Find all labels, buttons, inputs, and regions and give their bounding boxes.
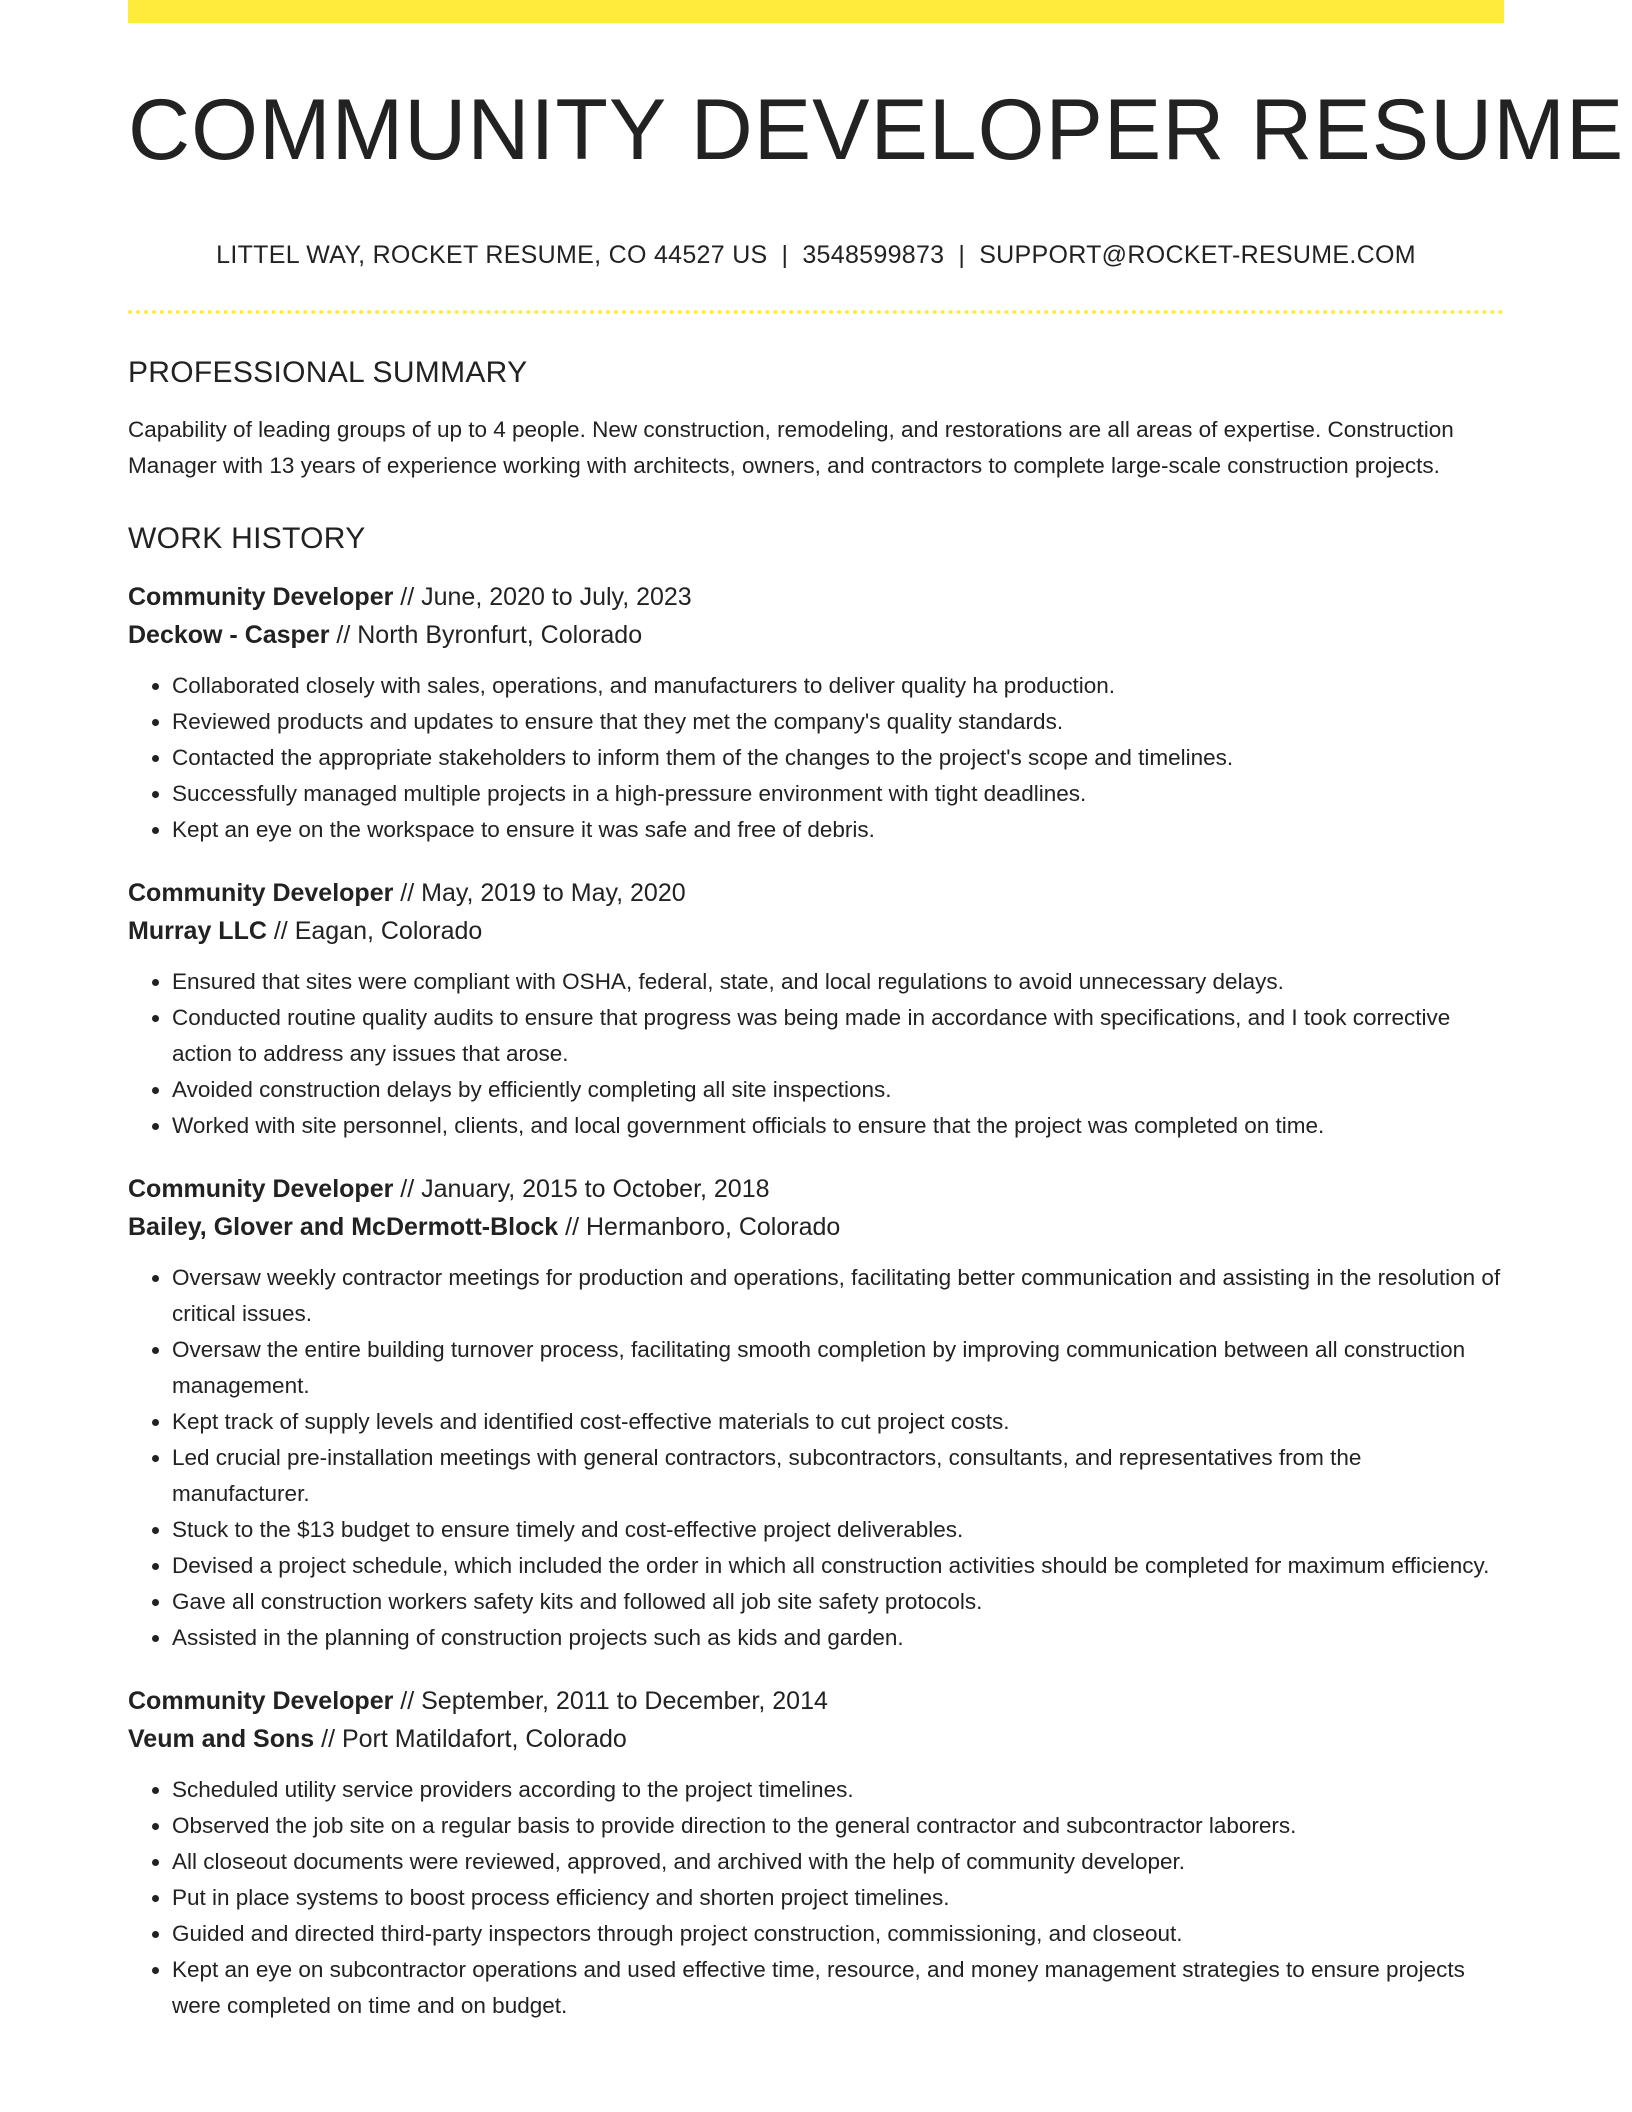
job-bullet: • Devised a project schedule, which included the order in which all construction activities should be completed for maximum efficiency. xyxy=(172,1548,1504,1584)
job-title: Community Developer xyxy=(128,583,394,611)
job-bullet: • Guided and directed third-party inspectors through project construction, commissioning, and closeout. xyxy=(172,1916,1504,1952)
job-bullet: • Stuck to the $13 budget to ensure timely and cost-effective project deliverables. xyxy=(172,1512,1504,1548)
address: LITTEL WAY, ROCKET RESUME, CO 44527 US xyxy=(216,241,768,269)
job-bullet: • Led crucial pre-installation meetings with general contractors, subcontractors, consultants, and representatives from the manufacturer. xyxy=(172,1440,1504,1512)
job-bullet: • Gave all construction workers safety kits and followed all job site safety protocols. xyxy=(172,1584,1504,1620)
job-dates: // June, 2020 to July, 2023 xyxy=(393,583,692,611)
phone-number: 3548599873 xyxy=(802,241,945,269)
job-bullet: • Ensured that sites were compliant with OSHA, federal, state, and local regulations to avoid unnecessary delays. xyxy=(172,964,1504,1000)
job-bullet: • Scheduled utility service providers according to the project timelines. xyxy=(172,1772,1504,1808)
job-title-line xyxy=(128,874,1504,912)
job-bullets xyxy=(128,1260,1504,1656)
job-bullet: • Kept track of supply levels and identified cost-effective materials to cut project costs. xyxy=(172,1404,1504,1440)
job-location: // Hermanboro, Colorado xyxy=(558,1213,841,1241)
job-entry xyxy=(128,1682,1504,2024)
job-entry xyxy=(128,578,1504,848)
job-company-line xyxy=(128,1720,1504,1758)
job-bullet: • Worked with site personnel, clients, and local government officials to ensure that the project was completed on time. xyxy=(172,1108,1504,1144)
job-location: // Port Matildafort, Colorado xyxy=(314,1725,627,1753)
job-bullet: • Kept an eye on subcontractor operations and used effective time, resource, and money management strategies to ensure projects were completed on time and on budget. xyxy=(172,1952,1504,2024)
job-bullet: • Oversaw the entire building turnover process, facilitating smooth completion by improving communication between all construction management. xyxy=(172,1332,1504,1404)
job-title-line xyxy=(128,578,1504,616)
job-location: // North Byronfurt, Colorado xyxy=(329,621,643,649)
job-bullets xyxy=(128,668,1504,848)
job-dates: // September, 2011 to December, 2014 xyxy=(393,1687,828,1715)
job-bullet: • Avoided construction delays by efficiently completing all site inspections. xyxy=(172,1072,1504,1108)
job-company: Bailey, Glover and McDermott-Block xyxy=(128,1213,559,1241)
job-company: Deckow - Casper xyxy=(128,621,330,649)
job-bullet: • Collaborated closely with sales, operations, and manufacturers to deliver quality ha production. xyxy=(172,668,1504,704)
summary-text: Capability of leading groups of up to 4 people. New construction, remodeling, and restorations are all areas of expertise. Construction Manager with 13 years of experience working with architects, owners, and contractors to complete large-scale construction projects. xyxy=(128,417,1454,478)
resume-title: COMMUNITY DEVELOPER RESUME xyxy=(128,82,1625,178)
accent-bar xyxy=(128,0,1504,23)
job-title: Community Developer xyxy=(128,1687,394,1715)
job-bullet: • Conducted routine quality audits to ensure that progress was being made in accordance with specifications, and I took corrective action to address any issues that arose. xyxy=(172,1000,1504,1072)
job-company-line xyxy=(128,616,1504,654)
job-entry xyxy=(128,1170,1504,1656)
job-bullet: • Assisted in the planning of construction projects such as kids and garden. xyxy=(172,1620,1504,1656)
resume-page xyxy=(128,0,1625,2024)
summary-heading: PROFESSIONAL SUMMARY xyxy=(128,356,528,389)
contact-separator: | xyxy=(781,241,789,269)
job-entry xyxy=(128,874,1504,1144)
job-bullet: • Put in place systems to boost process efficiency and shorten project timelines. xyxy=(172,1880,1504,1916)
job-title-line xyxy=(128,1682,1504,1720)
job-company-line xyxy=(128,1208,1504,1246)
job-dates: // May, 2019 to May, 2020 xyxy=(393,879,686,907)
job-bullet: • Oversaw weekly contractor meetings for production and operations, facilitating better communication and assisting in the resolution of critical issues. xyxy=(172,1260,1504,1332)
job-bullet: • Successfully managed multiple projects in a high-pressure environment with tight deadlines. xyxy=(172,776,1504,812)
job-bullet: • Reviewed products and updates to ensure that they met the company's quality standards. xyxy=(172,704,1504,740)
work-history-list xyxy=(128,578,1504,2024)
dotted-divider xyxy=(128,310,1504,314)
job-bullets xyxy=(128,1772,1504,2024)
job-bullet: • All closeout documents were reviewed, approved, and archived with the help of community developer. xyxy=(172,1844,1504,1880)
job-bullet: • Kept an eye on the workspace to ensure it was safe and free of debris. xyxy=(172,812,1504,848)
email-address: SUPPORT@ROCKET-RESUME.COM xyxy=(979,241,1416,269)
job-company-line xyxy=(128,912,1504,950)
work-history-heading: WORK HISTORY xyxy=(128,522,366,555)
job-company: Veum and Sons xyxy=(128,1725,315,1753)
job-dates: // January, 2015 to October, 2018 xyxy=(393,1175,770,1203)
job-location: // Eagan, Colorado xyxy=(266,917,483,945)
job-title: Community Developer xyxy=(128,1175,394,1203)
job-bullet: • Observed the job site on a regular basis to provide direction to the general contractor and subcontractor laborers. xyxy=(172,1808,1504,1844)
job-title-line xyxy=(128,1170,1504,1208)
contact-line xyxy=(128,241,1504,270)
job-bullets xyxy=(128,964,1504,1144)
job-title: Community Developer xyxy=(128,879,394,907)
contact-separator: | xyxy=(958,241,966,269)
job-bullet: • Contacted the appropriate stakeholders to inform them of the changes to the project's scope and timelines. xyxy=(172,740,1504,776)
job-company: Murray LLC xyxy=(128,917,267,945)
